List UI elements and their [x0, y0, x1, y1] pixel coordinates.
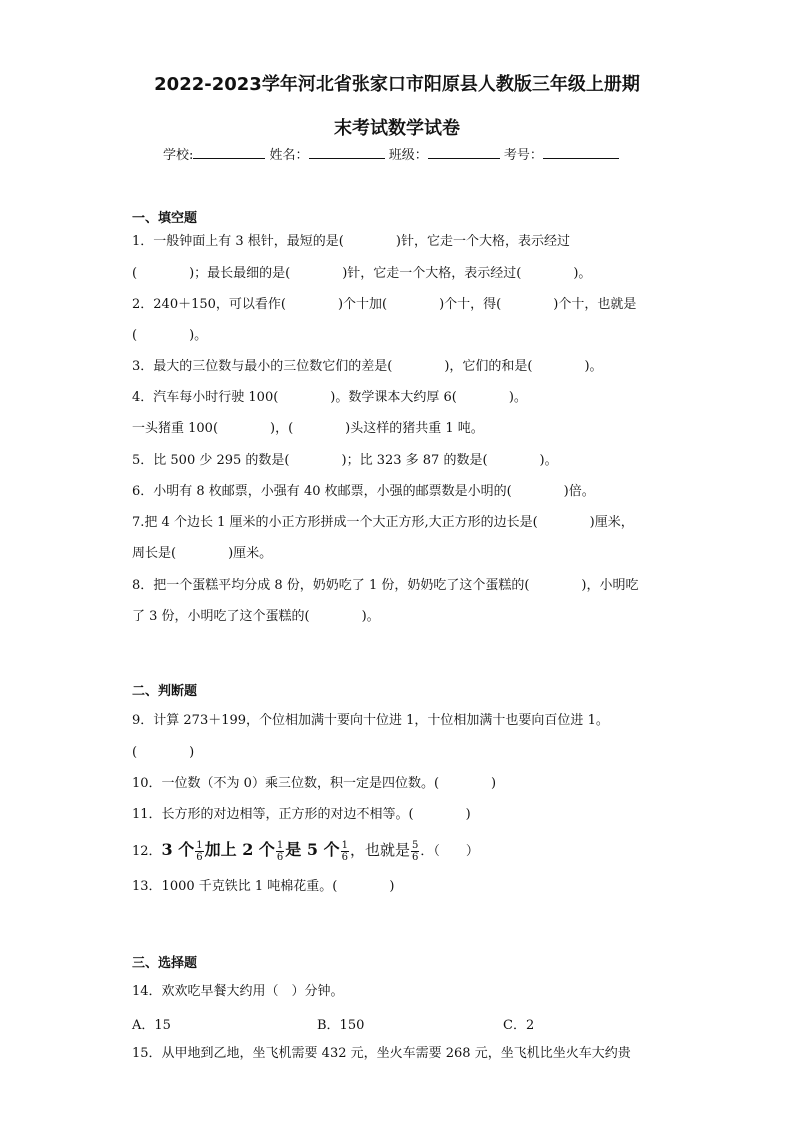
fraction-denominator: 6 — [341, 852, 348, 863]
fraction-numerator: 1 — [196, 840, 203, 851]
question-14-option-c[interactable]: C．2 — [503, 1018, 535, 1033]
question-8-line1: 8．把一个蛋糕平均分成 8 份，奶奶吃了 1 份，奶奶吃了这个蛋糕的( )，小明吃 — [132, 578, 639, 593]
school-blank[interactable] — [193, 146, 265, 159]
question-13: 13．1000 千克铁比 1 吨棉花重。( ) — [132, 879, 395, 894]
fraction-numerator: 5 — [411, 840, 419, 851]
question-6: 6．小明有 8 枚邮票，小强有 40 枚邮票，小强的邮票数是小明的( )倍。 — [132, 484, 595, 499]
fraction-numerator: 1 — [341, 840, 348, 851]
question-12-text-b: 加上 2 个 — [204, 840, 275, 859]
section-true-false: 二、判断题 — [132, 684, 198, 699]
school-label: 学校: — [163, 148, 194, 163]
question-12-text-c: 是 5 个 — [285, 840, 340, 859]
fraction-denominator: 6 — [411, 852, 419, 863]
question-2-line1: 2．240＋150，可以看作( )个十加( )个十，得( )个十，也就是 — [132, 297, 637, 312]
fraction-numerator: 1 — [276, 840, 284, 851]
fraction-one-sixth — [341, 840, 349, 863]
class-label: 班级： — [388, 148, 428, 163]
question-1-line2: ( )；最长最细的是( )针，它走一个大格，表示经过( )。 — [132, 266, 592, 281]
question-9-line2: ( ) — [132, 745, 195, 760]
fraction-five-sixths — [411, 840, 419, 863]
question-4-line2: 一头猪重 100( )，( )头这样的猪共重 1 吨。 — [132, 421, 484, 436]
exam-no-blank[interactable] — [543, 146, 619, 159]
question-14: 14．欢欢吃早餐大约用（ ）分钟。 — [132, 984, 344, 999]
page-title-line1: 2022-2023学年河北省张家口市阳原县人教版三年级上册期 — [154, 74, 640, 95]
fraction-one-sixth — [195, 840, 203, 863]
question-7-line2: 周长是( )厘米。 — [132, 546, 273, 561]
fraction-denominator: 6 — [276, 852, 284, 863]
question-14-option-a[interactable]: A．15 — [132, 1018, 171, 1033]
question-14-option-b[interactable]: B．150 — [317, 1018, 365, 1033]
question-2-line2: ( )。 — [132, 328, 208, 343]
question-12-number: 12． — [132, 844, 162, 859]
question-3: 3．最大的三位数与最小的三位数它们的差是( )，它们的和是( )。 — [132, 359, 603, 374]
question-7-line1: 7.把 4 个边长 1 厘米的小正方形拼成一个大正方形,大正方形的边长是( )厘米， — [132, 515, 634, 530]
question-8-line2: 了 3 份，小明吃了这个蛋糕的( )。 — [132, 609, 380, 624]
class-blank[interactable] — [428, 146, 500, 159]
question-10: 10．一位数（不为 0）乘三位数，积一定是四位数。( ) — [132, 776, 497, 791]
exam-no-label: 考号： — [503, 148, 543, 163]
question-12-text-e: ．（ ） — [420, 844, 479, 859]
page-title-line2: 末考试数学试卷 — [334, 118, 460, 139]
question-12-text-d: ，也就是 — [349, 841, 410, 859]
question-15: 15．从甲地到乙地，坐飞机需要 432 元，坐火车需要 268 元，坐飞机比坐火车大约贵 — [132, 1046, 631, 1061]
question-1-line1: 1．一般钟面上有 3 根针，最短的是( )针，它走一个大格，表示经过 — [132, 234, 570, 249]
fraction-one-sixth — [276, 840, 284, 863]
question-5: 5．比 500 少 295 的数是( )；比 323 多 87 的数是( )。 — [132, 453, 558, 468]
section-multiple-choice: 三、选择题 — [132, 956, 198, 971]
fraction-denominator: 6 — [196, 852, 203, 863]
question-12-text-a: 3 个 — [161, 840, 195, 859]
question-4-line1: 4．汽车每小时行驶 100( )。数学课本大约厚 6( )。 — [132, 390, 527, 405]
question-9-line1: 9．计算 273＋199，个位相加满十要向十位进 1，十位相加满十也要向百位进 1。 — [132, 713, 609, 728]
name-label: 姓名： — [269, 148, 309, 163]
student-info-row — [163, 144, 619, 163]
question-11: 11．长方形的对边相等，正方形的对边不相等。( ) — [132, 807, 471, 822]
question-12 — [132, 836, 672, 866]
section-fill-in-blank: 一、填空题 — [132, 211, 198, 226]
name-blank[interactable] — [309, 146, 385, 159]
